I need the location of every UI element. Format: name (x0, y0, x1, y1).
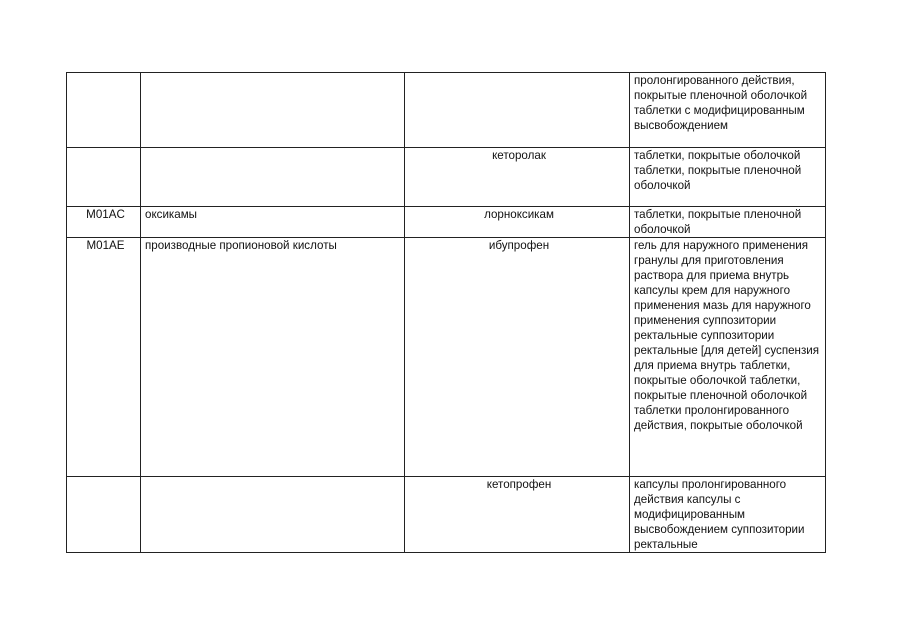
drug-table (66, 72, 826, 553)
table-row (67, 207, 826, 238)
pharmacological-group-cell (141, 148, 405, 207)
atc-code-cell (67, 148, 141, 207)
pharmacological-group-cell (141, 73, 405, 148)
atc-code-cell: M01AC (67, 207, 141, 238)
dosage-form-cell: пролонгированного действия, покрытые пленочной оболочкой таблетки с модифицированным высвобождением (630, 73, 826, 148)
table-row (67, 477, 826, 553)
dosage-form-cell: гель для наружного применения гранулы для приготовления раствора для приема внутрь капсулы крем для наружного применения мазь для наружного применения суппозитории ректальные суппозитории ректальные [для детей] суспензия для приема внутрь таблетки, покрытые оболочкой таблетки, покрытые пленочной оболочкой таблетки пролонгированного действия, покрытые оболочкой (630, 238, 826, 477)
drug-name-cell: кетопрофен (405, 477, 630, 553)
table-row (67, 73, 826, 148)
pharmacological-group-cell: производные пропионовой кислоты (141, 238, 405, 477)
dosage-form-cell: таблетки, покрытые пленочной оболочкой (630, 207, 826, 238)
drug-name-cell (405, 73, 630, 148)
table-row (67, 238, 826, 477)
table-row (67, 148, 826, 207)
pharmacological-group-cell (141, 477, 405, 553)
drug-name-cell: ибупрофен (405, 238, 630, 477)
dosage-form-cell: таблетки, покрытые оболочкой таблетки, покрытые пленочной оболочкой (630, 148, 826, 207)
atc-code-cell (67, 477, 141, 553)
atc-code-cell (67, 73, 141, 148)
drug-name-cell: кеторолак (405, 148, 630, 207)
atc-code-cell: M01AE (67, 238, 141, 477)
dosage-form-cell: капсулы пролонгированного действия капсулы с модифицированным высвобождением суппозитории ректальные (630, 477, 826, 553)
drug-name-cell: лорноксикам (405, 207, 630, 238)
pharmacological-group-cell: оксикамы (141, 207, 405, 238)
